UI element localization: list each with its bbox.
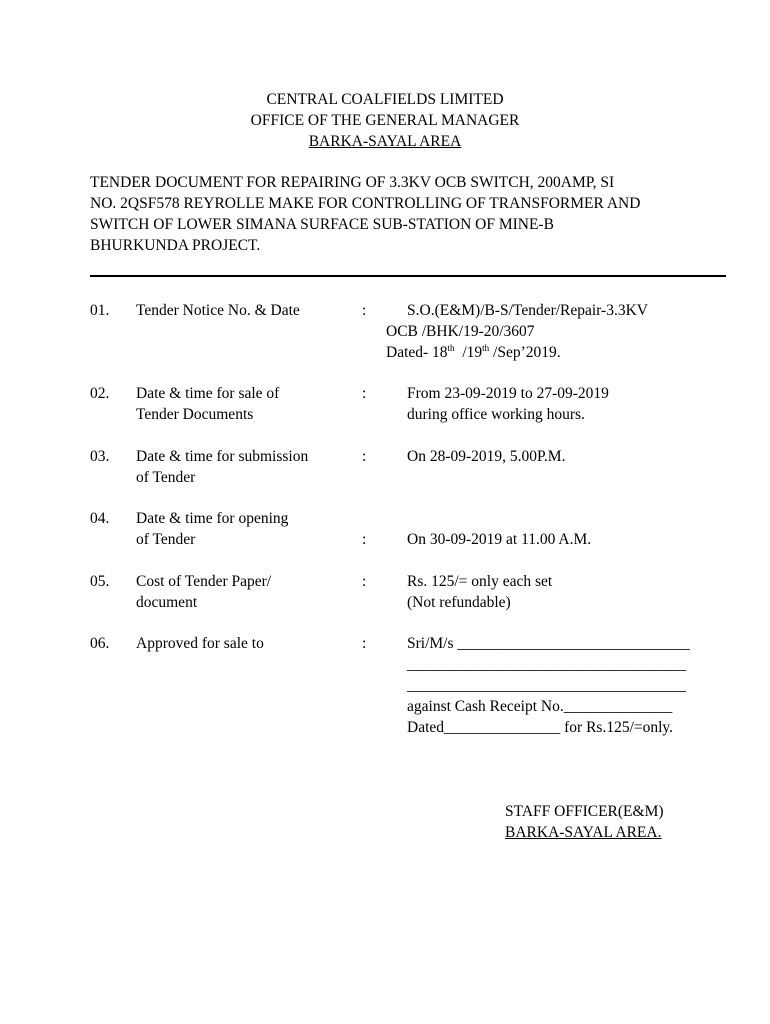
buyer-name-blank: Sri/M/s ______________________________ — [407, 635, 690, 652]
row-colon: : — [362, 385, 367, 402]
row-colon: : — [362, 573, 367, 590]
row-colon: : — [362, 635, 367, 652]
row-value — [407, 633, 737, 738]
tender-title-line: NO. 2QSF578 REYROLLE MAKE FOR CONTROLLING OF TRANSFORMER AND — [90, 195, 641, 212]
area-name: BARKA-SAYAL AREA — [308, 133, 462, 150]
buyer-name-blank: ____________________________________ — [407, 656, 686, 673]
buyer-name-blank: ____________________________________ — [407, 677, 686, 694]
cash-receipt-blank: against Cash Receipt No.______________ — [407, 698, 673, 715]
row-number: 03. — [90, 448, 110, 465]
row-number: 01. — [90, 302, 110, 319]
row-number: 06. — [90, 635, 110, 652]
row-label: Date & time for sale of Tender Documents — [136, 385, 280, 423]
row-label: Date & time for submission of Tender — [136, 448, 309, 486]
tender-notice-date: Dated- 18th /19th /Sep’2019. — [386, 342, 561, 361]
row-number: 05. — [90, 573, 110, 590]
row-colon: : — [362, 302, 367, 319]
tender-title-line: BHURKUNDA PROJECT. — [90, 237, 261, 254]
office-name: OFFICE OF THE GENERAL MANAGER — [250, 112, 520, 129]
document-header — [0, 89, 770, 152]
row-colon: : — [362, 531, 367, 548]
row-label: Cost of Tender Paper/ document — [136, 573, 272, 611]
row-label: Approved for sale to — [136, 635, 264, 652]
divider — [90, 275, 726, 277]
tender-notice-number: S.O.(E&M)/B-S/Tender/Repair-3.3KV — [407, 302, 648, 319]
row-number: 04. — [90, 510, 110, 527]
signatory-title: STAFF OFFICER(E&M) — [505, 803, 664, 820]
row-label: Tender Notice No. & Date — [136, 302, 300, 319]
signature-block — [505, 801, 664, 843]
row-number: 02. — [90, 385, 110, 402]
signatory-area: BARKA-SAYAL AREA. — [505, 824, 662, 841]
row-value — [386, 300, 716, 363]
row-value: On 30-09-2019 at 11.00 A.M. — [407, 531, 592, 548]
row-label: Date & time for opening of Tender — [136, 510, 289, 548]
row-value: From 23-09-2019 to 27-09-2019 during office working hours. — [407, 385, 609, 423]
tender-title-line: SWITCH OF LOWER SIMANA SURFACE SUB-STATION OF MINE-B — [90, 216, 554, 233]
row-colon: : — [362, 448, 367, 465]
tender-notice-number-cont: OCB /BHK/19-20/3607 — [386, 323, 535, 340]
company-name: CENTRAL COALFIELDS LIMITED — [266, 91, 504, 108]
row-value: Rs. 125/= only each set (Not refundable) — [407, 573, 553, 611]
receipt-date-blank: Dated_______________ for Rs.125/=only. — [407, 719, 674, 736]
tender-title — [90, 172, 730, 256]
tender-title-line: TENDER DOCUMENT FOR REPAIRING OF 3.3KV OCB SWITCH, 200AMP, SI — [90, 174, 615, 191]
row-value: On 28-09-2019, 5.00P.M. — [407, 448, 566, 465]
